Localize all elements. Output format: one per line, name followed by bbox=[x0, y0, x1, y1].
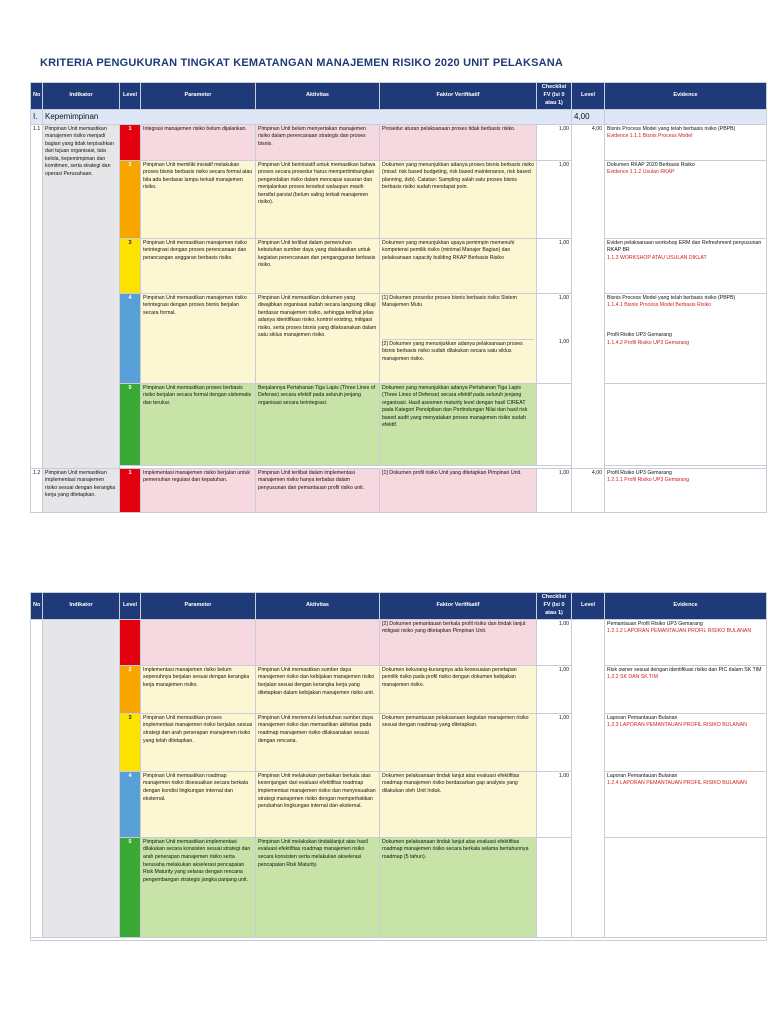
level-badge: 5 bbox=[120, 383, 141, 465]
table-row bbox=[31, 771, 767, 837]
faktor-cell: Dokumen pemantauan pelaksanaan kegiatan manajemen risiko sesuai dengan roadmap yang ditetapkan. bbox=[380, 713, 537, 771]
evidence-text: Eviden pelaksanaan workshop ERM dan Refreshment penyusunan RKAP BR bbox=[607, 239, 762, 254]
table-row bbox=[31, 665, 767, 713]
section-row bbox=[31, 109, 767, 124]
faktor-cell: Dokumen yang menunjukkan adanya proses bisnis berbasis risiko (misal: risk based budgeting, risk based maintenance, risk based planning, dsb). Catatan: Sampling salah satu proses bisnis berbasis risiko sudah mendapat poin. bbox=[380, 160, 537, 238]
col-header-level: Level bbox=[120, 83, 141, 110]
col-header-no: No bbox=[31, 593, 43, 620]
maturity-table-2 bbox=[30, 592, 767, 941]
aktivitas-cell: Pimpinan Unit berinisiatif untuk memastikan bahwa proses secara prosedur harus mempertimbangkan pengendalian risiko dalam mencapai sasaran dan menjalankan proses tersebut walaupun masih bersifat parsial (belum saling terkait manajemen risiko). bbox=[256, 160, 380, 238]
checklist-cell: 1,00 bbox=[537, 238, 572, 293]
col-header-checklist: Checklist FV (Isi 0 atau 1) bbox=[537, 593, 572, 620]
col-header-faktor: Faktor Verifikatif bbox=[380, 83, 537, 110]
checklist-cell: 1,00 bbox=[537, 665, 572, 713]
col-header-faktor: Faktor Verifikatif bbox=[380, 593, 537, 620]
col-header-level-score: Level bbox=[572, 83, 605, 110]
table-row bbox=[31, 837, 767, 937]
level-badge: 4 bbox=[120, 293, 141, 383]
level-badge: 5 bbox=[120, 837, 141, 937]
faktor-item-1: [1] Dokumen prosedur proses bisnis berbasis risiko Sistem Manajemen Mutu bbox=[382, 294, 517, 309]
col-header-indikator: Indikator bbox=[43, 83, 120, 110]
evidence-text: Laporan Pemantauan Bulanan bbox=[607, 714, 678, 721]
aktivitas-cell: Pimpinan Unit terlibat dalam implementasi manajemen risiko hanya terbatas dalam penyusunan dan pemantauan profil risiko unit. bbox=[256, 468, 380, 512]
level-badge: 3 bbox=[120, 713, 141, 771]
faktor-cell bbox=[380, 293, 537, 383]
parameter-cell: Pimpinan Unit memiliki inisiatif melakukan proses bisnis berbasis risiko secara formal atau bila ada berdasar lampu terkait manajemen risiko. bbox=[141, 160, 256, 238]
col-header-no: No bbox=[31, 83, 43, 110]
table-row bbox=[31, 238, 767, 293]
indicator-no: 1.2 bbox=[31, 468, 43, 512]
section-name: Kepemimpinan bbox=[43, 109, 572, 124]
evidence-ref-2: 1.1.4.2 Profil Risiko UP3 Gemarang bbox=[607, 339, 690, 346]
parameter-cell: Pimpinan Unit memastikan implementasi dilakukan secara konsisten sesuai strategi dan arah penerapan manajemen risiko serta berusaha melakukan akselerasi pencapaian Risk Maturity yang selaras dengan rencana pengembangan strategis jangka panjang unit. bbox=[141, 837, 256, 937]
checklist-cell: 1,00 bbox=[537, 619, 572, 665]
parameter-cell: Pimpinan Unit memastikan manajemen risiko terintegrasi dengan proses perencanaan dan perancangan anggaran berbasis risiko. bbox=[141, 238, 256, 293]
evidence-cell bbox=[605, 665, 767, 713]
page-title: KRITERIA PENGUKURAN TINGKAT KEMATANGAN MANAJEMEN RISIKO 2020 UNIT PELAKSANA bbox=[40, 57, 564, 69]
aktivitas-cell: Pimpinan Unit melakukan tindaklanjut atas hasil evaluasi efektifitas roadmap manajemen risiko secara konsisten serta melakukan akselerasi pencapaian Risk Maturity. bbox=[256, 837, 380, 937]
level-badge: 1 bbox=[120, 468, 141, 512]
aktivitas-cell: Berjalannya Pertahanan Tiga Lapis (Three Lines of Defense) secara efektif pada seluruh jenjang organisasi secara terintegrasi. bbox=[256, 383, 380, 465]
level-badge: 2 bbox=[120, 160, 141, 238]
parameter-cell: Pimpinan Unit memastikan roadmap manajemen risiko disesuaikan secara berkala dengan kondisi lingkungan internal dan eksternal. bbox=[141, 771, 256, 837]
evidence-text: Bisnis Process Model yang telah berbasis risiko (PBPB) bbox=[607, 294, 736, 301]
evidence-cell bbox=[605, 160, 767, 238]
evidence-cell bbox=[605, 468, 767, 512]
col-header-evidence: Evidence bbox=[605, 593, 767, 620]
col-header-parameter: Parameter bbox=[141, 593, 256, 620]
checklist-cell: 1,00 bbox=[537, 713, 572, 771]
aktivitas-cell: Pimpinan Unit memenuhi kebutuhan sumber daya manajemen risiko dan memastikan aktivitas pada roadmap manajemen risiko dilaksanakan sesuai dengan rencana. bbox=[256, 713, 380, 771]
evidence-text-2: Profil Risiko UP3 Gemarang bbox=[607, 332, 672, 339]
table-row bbox=[31, 160, 767, 238]
checklist-cell: 1,00 bbox=[537, 771, 572, 837]
faktor-cell: [1] Dokumen profil risiko Unit yang ditetapkan Pimpinan Unit. bbox=[380, 468, 537, 512]
col-header-parameter: Parameter bbox=[141, 83, 256, 110]
evidence-cell bbox=[605, 293, 767, 383]
col-header-aktivitas: Aktivitas bbox=[256, 83, 380, 110]
evidence-text: Dokumen RKAP 2020 Berbasis Risiko bbox=[607, 161, 695, 168]
evidence-cell bbox=[605, 771, 767, 837]
evidence-cell bbox=[605, 124, 767, 160]
evidence-ref: 1.2.1.1 Profil Risiko UP3 Gemarang bbox=[607, 477, 690, 484]
table-row bbox=[31, 383, 767, 465]
aktivitas-cell: Pimpinan Unit memastikan dokumen yang diwajibkan organisasi sudah secara langsung dikaji berdasar manajemen risiko, sehingga terlihat jelas adanya identifikasi risiko, kontrol existing, mitigasi risiko, serta proses bisnis yang dilaksanakan dalam satu siklus manajemen risiko. bbox=[256, 293, 380, 383]
faktor-cell: Dokumen pelaksanaan tindak lanjut atas evaluasi efektifitas roadmap manajemen risiko secara berkala selama bertahunnya roadmap (5 tahun). bbox=[380, 837, 537, 937]
checklist-cell: 1,00 bbox=[537, 468, 572, 512]
aktivitas-cell: Pimpinan Unit terlibat dalam pemenuhan kebutuhan sumber daya yang dialokasikan untuk kegiatan perencanaan dan penganggaran berbasis risiko. bbox=[256, 238, 380, 293]
faktor-cell: [2] Dokumen pemantauan berkala profil risiko dan tindak lanjut mitigasi risiko yang ditetapkan Pimpinan Unit. bbox=[380, 619, 537, 665]
evidence-ref: 1.2.1.2 LAPORAN PEMANTAUAN PROFIL RISIKO BULANAN bbox=[607, 628, 752, 635]
table-header-row bbox=[31, 593, 767, 620]
level-badge: 4 bbox=[120, 771, 141, 837]
parameter-cell: Pimpinan Unit memastikan proses implementasi manajemen risiko berjalan sesuai strategi dan arah penerapan manajemen risiko yang telah ditetapkan. bbox=[141, 713, 256, 771]
indicator-text: Pimpinan Unit memastikan manajemen risiko menjadi bagian yang tidak terpisahkan dari tujuan organisasi, tata kelola, kepemimpinan dan komitmen, serta strategi dan operasi Perusahaan. bbox=[43, 124, 120, 468]
level-score-cell: 4,00 bbox=[572, 468, 605, 512]
level-score-cell: 4,00 bbox=[572, 124, 605, 468]
checklist-cell: 1,00 bbox=[537, 160, 572, 238]
evidence-text: Risk owner sesuai dengan identifikasi risiko dan PIC dalam SK TIM bbox=[607, 666, 762, 673]
level-badge: 3 bbox=[120, 238, 141, 293]
checklist-cell bbox=[537, 383, 572, 465]
table-row bbox=[31, 124, 767, 160]
parameter-cell: Implementasi manajemen risiko berjalan untuk pemenuhan regulasi dan kepatuhan. bbox=[141, 468, 256, 512]
faktor-cell: Prosedur aturan pelaksanaan proses tidak berbasis risiko. bbox=[380, 124, 537, 160]
level-badge: 1 bbox=[120, 124, 141, 160]
evidence-cell bbox=[605, 713, 767, 771]
evidence-cell bbox=[605, 619, 767, 665]
checklist-cell bbox=[537, 293, 572, 383]
evidence-ref: Evidence 1.1.2 Usulan RKAP bbox=[607, 169, 675, 176]
col-header-level: Level bbox=[120, 593, 141, 620]
parameter-cell: Pimpinan Unit memastikan manajemen risiko terintegrasi dengan proses bisnis berjalan secara formal. bbox=[141, 293, 256, 383]
parameter-cell: Integrasi manajemen risiko belum dijalankan. bbox=[141, 124, 256, 160]
faktor-item-2: [2] Dokumen yang menunjukkan adanya pelaksanaan proses bisnis berbasis risiko sudah dilakukan secara satu siklus manajemen risiko. bbox=[382, 339, 534, 364]
faktor-cell: Dokumen yang menunjukkan upaya pemimpin memenuhi kompetensi pemilik risiko (minimal Manajer Bagian) dan pelaksanaan capacity building RKAP Berbasis Risiko bbox=[380, 238, 537, 293]
parameter-cell: Implementasi manajemen risiko belum sepenuhnya berjalan sesuai dengan kerangka kerja manajemen risiko. bbox=[141, 665, 256, 713]
evidence-ref: 1.2.4 LAPORAN PEMANTAUAN PROFIL RISIKO BULANAN bbox=[607, 780, 747, 787]
evidence-cell bbox=[605, 383, 767, 465]
evidence-ref: 1.1.4.1 Bisnis Process Model Berbasis Risiko bbox=[607, 302, 712, 309]
level-badge: 2 bbox=[120, 665, 141, 713]
aktivitas-cell: Pimpinan Unit belum menyertakan manajemen risiko dalam perencanaan strategis dan proses bisnis. bbox=[256, 124, 380, 160]
checklist-value-1: 1,00 bbox=[558, 294, 569, 301]
col-header-checklist: Checklist FV (Isi 0 atau 1) bbox=[537, 83, 572, 110]
col-header-indikator: Indikator bbox=[43, 593, 120, 620]
section-score: 4,00 bbox=[572, 109, 605, 124]
table-row bbox=[31, 619, 767, 665]
evidence-text: Pemantauan Profil Risiko UP3 Gemarang bbox=[607, 620, 703, 627]
col-header-aktivitas: Aktivitas bbox=[256, 593, 380, 620]
evidence-ref: Evidence 1.1.1 Bisnis Process Model bbox=[607, 133, 693, 140]
indicator-text: Pimpinan Unit memastikan implementasi manajemen risiko sesuai dengan kerangka kerja yang ditetapkan. bbox=[43, 468, 120, 512]
col-header-level-score: Level bbox=[572, 593, 605, 620]
evidence-cell bbox=[605, 837, 767, 937]
aktivitas-cell: Pimpinan Unit memastikan sumber daya manajemen risiko dan kebijakan manajemen risiko berjalan sesuai dengan kerangka kerja yang ditetapkan dalam kebijakan manajemen risiko unit. bbox=[256, 665, 380, 713]
checklist-cell: 1,00 bbox=[537, 124, 572, 160]
col-header-evidence: Evidence bbox=[605, 83, 767, 110]
checklist-value-2: 1,00 bbox=[558, 338, 569, 345]
table-row bbox=[31, 713, 767, 771]
section-no: I. bbox=[31, 109, 43, 124]
table-row bbox=[31, 293, 767, 383]
maturity-table-1 bbox=[30, 82, 767, 513]
indicator-no: 1.1 bbox=[31, 124, 43, 468]
indicator-text-continued bbox=[43, 619, 120, 937]
evidence-ref: 1.2.3 LAPORAN PEMANTAUAN PROFIL RISIKO BULANAN bbox=[607, 722, 747, 729]
faktor-cell: Dokumen kekurang-kurangnya ada kesesuaian penetapan pemilik risiko pada profil risiko dengan dokumen kebijakan manajemen risiko. bbox=[380, 665, 537, 713]
faktor-cell: Dokumen yang menunjukkan adanya Pertahanan Tiga Lapis (Three Lines of Defense) secara efektif pada seluruh jenjang organisasi. Hasil asesmen maturity level dengan hasil CIREAT pada Kategori Penolpiban dan Pertindungan Nilai dan hasil risk based audit yang menyatakan proses manajemen risiko sudah efektif. bbox=[380, 383, 537, 465]
evidence-cell bbox=[605, 238, 767, 293]
checklist-cell bbox=[537, 837, 572, 937]
faktor-cell: Dokumen pelaksanaan tindak lanjut atas evaluasi efektifitas roadmap manajemen risiko berdasarkan gap analysis yang dilakukan oleh Unit Induk. bbox=[380, 771, 537, 837]
evidence-ref: 1.1.3 WORKSHOP ATAU USULAN DIKLAT bbox=[607, 254, 707, 261]
evidence-text: Bisnis Process Model yang telah berbasis risiko (PBPB) bbox=[607, 125, 736, 132]
table-header-row bbox=[31, 83, 767, 110]
parameter-cell: Pimpinan Unit memastikan proses berbasis risiko berjalan secara formal dengan sistematis dan terukur. bbox=[141, 383, 256, 465]
evidence-text: Profil Risiko UP3 Gemarang bbox=[607, 469, 672, 476]
table-row bbox=[31, 468, 767, 512]
aktivitas-cell: Pimpinan Unit melakukan perbaikan berkala atas kesenjangan dari evaluasi efektifitas roadmap implementasi manajemen risiko dan menyesuaikan strategi manajemen risiko dengan memperhatikan perubahan lingkungan internal dan eksternal. bbox=[256, 771, 380, 837]
evidence-ref: 1.2.2 SK DAN SK TIM bbox=[607, 674, 658, 681]
evidence-text: Laporan Pemantauan Bulanan bbox=[607, 772, 678, 779]
